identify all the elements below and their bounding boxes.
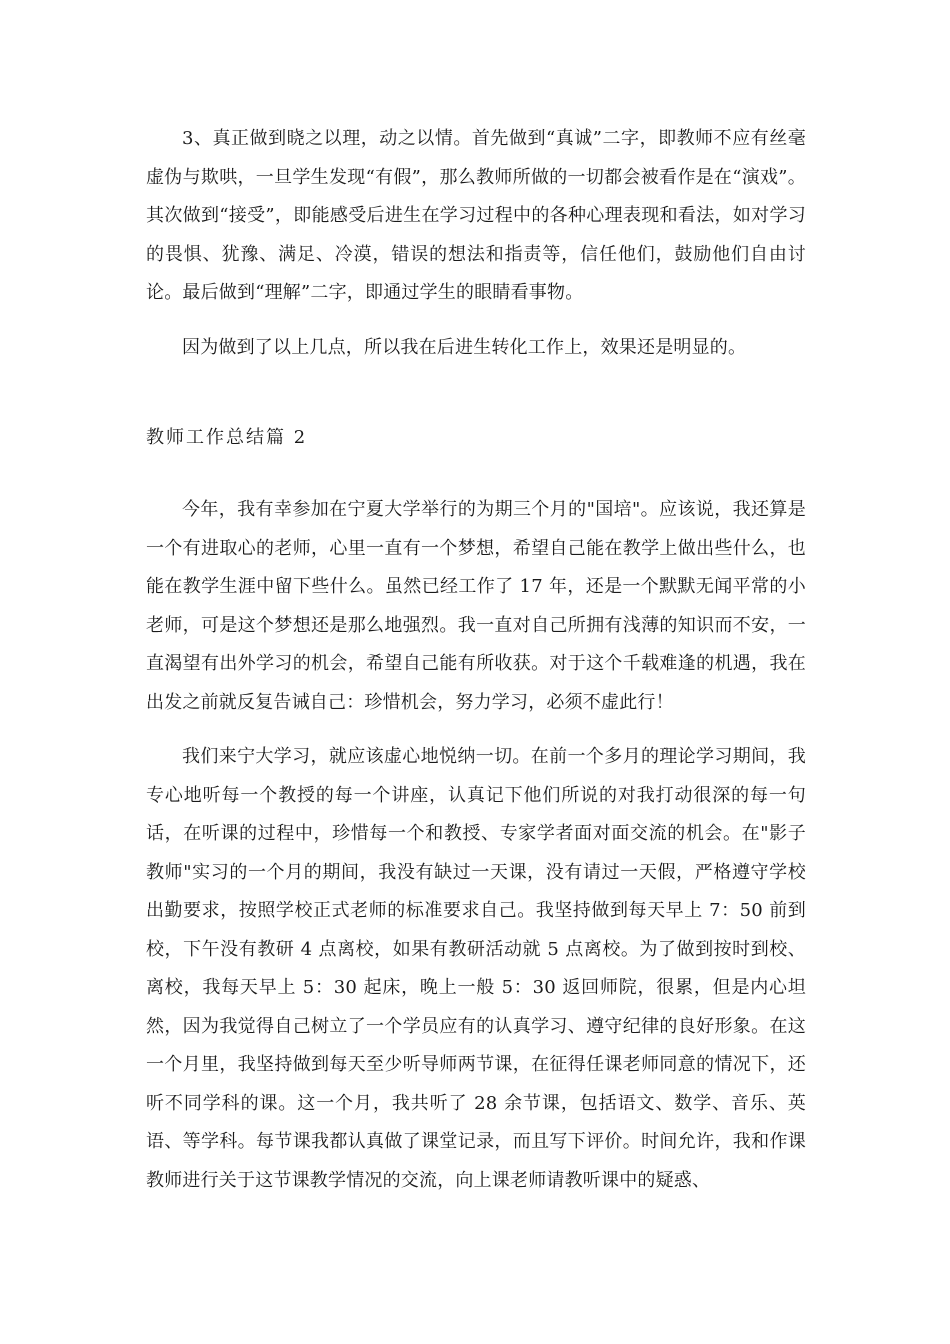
section-heading: 教师工作总结篇 2 [146,427,308,448]
paragraph-guopei-intro: 今年，我有幸参加在宁夏大学举行的为期三个月的"国培"。应该说，我还算是一个有进取心的老师，心里一直有一个梦想，希望自己能在教学上做出些什么，也能在教学生涯中留下些什么。虽然已经工作了 17 年，还是一个默默无闻平常的小老师，可是这个梦想还是那么地强烈。我一直对自己所拥有浅薄的知识而不安，一直渴望有出外学习的机会，希望自己能有所收获。对于这个千载难逢的机遇，我在出发之前就反复告诫自己：珍惜机会，努力学习，必须不虚此行！ [146,499,806,713]
document-page [146,120,806,1200]
paragraph-study-details: 我们来宁大学习，就应该虚心地悦纳一切。在前一个多月的理论学习期间，我专心地听每一个教授的每一个讲座，认真记下他们所说的对我打动很深的每一句话，在听课的过程中，珍惜每一个和教授、专家学者面对面交流的机会。在"影子教师"实习的一个月的期间，我没有缺过一天课，没有请过一天假，严格遵守学校出勤要求，按照学校正式老师的标准要求自己。我坚持做到每天早上 7：50 前到校，下午没有教研 4 点离校，如果有教研活动就 5 点离校。为了做到按时到校、离校，我每天早上 5：30 起床，晚上一般 5：30 返回师院，很累，但是内心坦然，因为我觉得自己树立了一个学员应有的认真学习、遵守纪律的良好形象。在这一个月里，我坚持做到每天至少听导师两节课，在征得任课老师同意的情况下，还听不同学科的课。这一个月，我共听了 28 余节课，包括语文、数学、音乐、英语、等学科。每节课我都认真做了课堂记录，而且写下评价。时间允许，我和作课教师进行关于这节课教学情况的交流，向上课老师请教听课中的疑惑、 [146,746,806,1191]
paragraph-sincerity: 3、真正做到晓之以理，动之以情。首先做到“真诚”二字，即教师不应有丝毫虚伪与欺哄，一旦学生发现“有假”，那么教师所做的一切都会被看作是在“演戏”。其次做到“接受”，即能感受后进生在学习过程中的各种心理表现和看法，如对学习的畏惧、犹豫、满足、冷漠，错误的想法和指责等，信任他们，鼓励他们自由讨论。最后做到“理解”二字，即通过学生的眼睛看事物。 [146,128,806,303]
paragraph-conclusion: 因为做到了以上几点，所以我在后进生转化工作上，效果还是明显的。 [182,336,747,358]
